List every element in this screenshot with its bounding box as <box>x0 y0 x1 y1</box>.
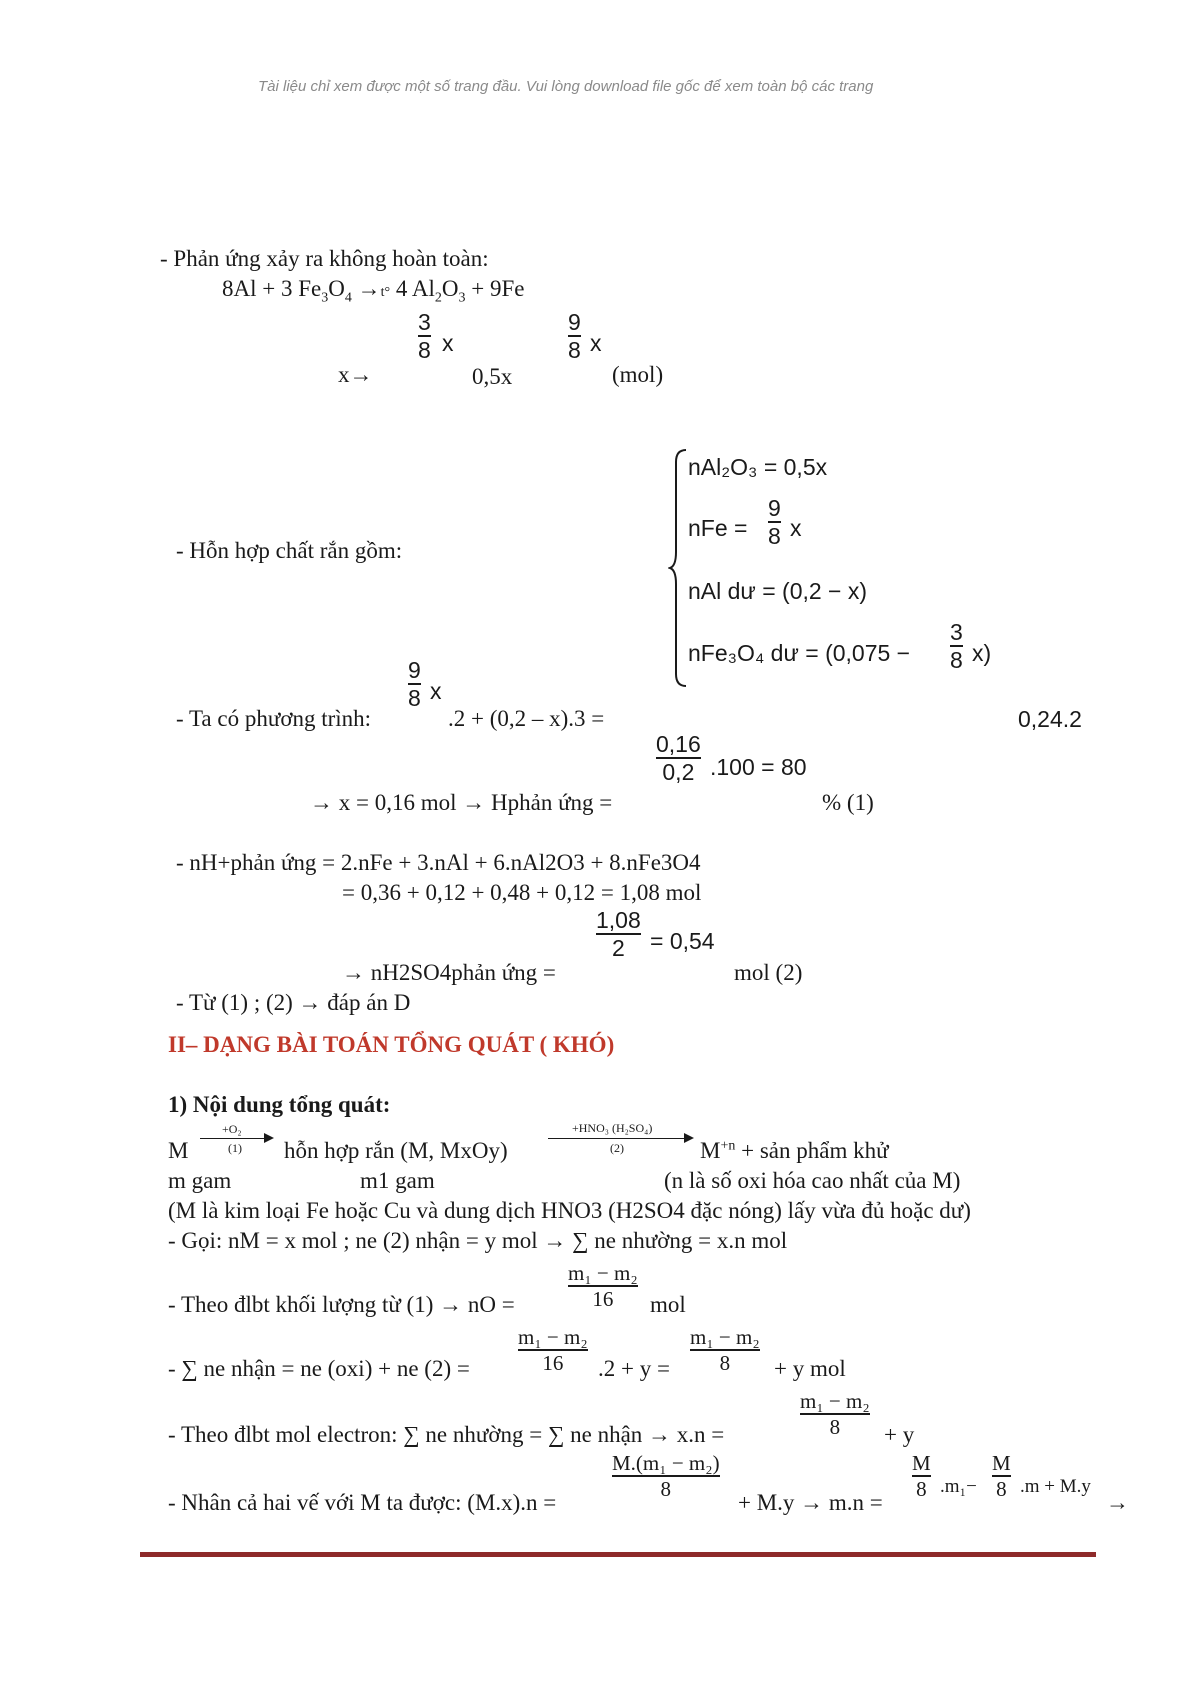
equation-rest: .2 + (0,2 – x).3 = <box>448 706 605 731</box>
mass-cons-frac: m₁ − m₂ 16 <box>568 1261 638 1311</box>
scheme-m: M <box>168 1138 189 1163</box>
arrow2-bottom: (2) <box>610 1141 624 1155</box>
system-line-3: nAl dư = (0,2 − x) <box>688 578 868 604</box>
scheme-product: $M^{+n}$ + sản phẩm khử <box>700 1138 889 1163</box>
multiply-f1-post: .m₁− <box>940 1476 977 1497</box>
fraction-3-8: 3 8 <box>418 309 431 363</box>
system-frac-3-8: 3 8 <box>950 619 963 673</box>
arrow2-top: +HNO₃ (H₂SO₄) <box>572 1121 653 1135</box>
result-pre: → x = 0,16 mol → Hphản ứng = <box>310 790 613 815</box>
multiply-pre: - Nhân cả hai vế với M ta được: (M.x).n = <box>168 1490 557 1515</box>
equation-frac-9-8: 9 8 <box>408 657 421 711</box>
frac2-var: x <box>590 330 602 356</box>
system-line-2: nFe = <box>688 515 748 541</box>
mole-row-x: x→ <box>338 362 373 387</box>
mole-mid: 0,5x <box>472 364 513 389</box>
mass-m-gam: m gam <box>168 1168 232 1193</box>
conclusion-line: - Từ (1) ; (2) → đáp án D <box>176 990 411 1015</box>
hplus-line-1: - nH+phản ứng = 2.nFe + 3.nAl + 6.nAl2O3 + 8.nFe3O4 <box>176 850 701 875</box>
brace-icon <box>668 448 690 688</box>
mole-unit: (mol) <box>612 362 664 387</box>
e-recv-frac-2: m₁ − m₂ 8 <box>690 1325 760 1375</box>
mass-note: (n là số oxi hóa cao nhất của M) <box>664 1168 961 1193</box>
fraction-9-8: 9 8 <box>568 309 581 363</box>
arrow1-top: +O₂ <box>222 1122 242 1136</box>
equation-frac-var: x <box>430 678 442 704</box>
system-line-1: nAl₂O₃ = 0,5x <box>688 454 828 480</box>
arrow2-head <box>684 1133 694 1143</box>
mass-cons-post: mol <box>650 1292 686 1317</box>
e-cons-pre: - Theo đlbt mol electron: ∑ ne nhường = ∑ ne nhận → x.n = <box>168 1422 725 1447</box>
reaction-equation: 8Al + 3 $Fe_3O_4 \to t^\circ$ 4 $Al_2O_3 + 9Fe$ <box>222 276 525 306</box>
section-heading: II– DẠNG BÀI TOÁN TỔNG QUÁT ( KHÓ) <box>168 1032 615 1057</box>
mass-cons-pre: - Theo đlbt khối lượng từ (1) → nO = <box>168 1292 515 1317</box>
result-frac: 0,16 0,2 <box>656 731 701 785</box>
arrow2-line <box>548 1138 686 1139</box>
sub-heading: 1) Nội dung tổng quát: <box>168 1092 391 1117</box>
mixture-label: - Hỗn hợp chất rắn gồm: <box>176 538 403 563</box>
equation-rhs: 0,24.2 <box>1018 706 1082 732</box>
e-recv-mid: .2 + y = <box>598 1356 670 1381</box>
e-recv-frac-1: m₁ − m₂ 16 <box>518 1325 588 1375</box>
goi-line: - Gọi: nM = x mol ; ne (2) nhận = y mol → ∑ ne nhường = x.n mol <box>168 1228 788 1253</box>
hplus-line-3: → nH2SO4phản ứng = <box>342 960 556 985</box>
e-recv-pre: - ∑ ne nhận = ne (oxi) + ne (2) = <box>168 1356 470 1381</box>
multiply-tail: → <box>1106 1490 1129 1515</box>
system-line-2-var: x <box>790 515 802 541</box>
intro-line: - Phản ứng xảy ra không hoàn toàn: <box>160 246 489 271</box>
hplus-line-2: = 0,36 + 0,12 + 0,48 + 0,12 = 1,08 mol <box>342 880 702 905</box>
arrow1-bottom: (1) <box>228 1141 242 1155</box>
result-percent: % (1) <box>822 790 874 815</box>
system-frac-9-8: 9 8 <box>768 495 781 549</box>
watermark-text: Tài liệu chỉ xem được một số trang đầu. Vui lòng download file gốc để xem toàn bộ các trang <box>258 78 874 95</box>
hplus-unit: mol (2) <box>734 960 803 985</box>
frac1-var: x <box>442 330 454 356</box>
e-cons-frac: m₁ − m₂ 8 <box>800 1389 870 1439</box>
arrow1-head <box>264 1133 274 1143</box>
footer-divider <box>140 1552 1096 1557</box>
multiply-mid: + M.y → m.n = <box>738 1490 883 1515</box>
result-post: .100 = 80 <box>710 754 807 780</box>
hplus-frac-post: = 0,54 <box>650 928 715 954</box>
scheme-mixture: hỗn hợp rắn (M, MxOy) <box>284 1138 508 1163</box>
equation-label: - Ta có phương trình: <box>176 706 372 731</box>
mass-m1-gam: m1 gam <box>360 1168 435 1193</box>
e-recv-post: + y mol <box>774 1356 846 1381</box>
condition-line: (M là kim loại Fe hoặc Cu và dung dịch HNO3 (H2SO4 đặc nóng) lấy vừa đủ hoặc dư) <box>168 1198 971 1223</box>
multiply-f2-post: .m + M.y <box>1020 1476 1091 1497</box>
arrow1-line <box>200 1138 266 1139</box>
multiply-f2: M 8 <box>992 1451 1011 1501</box>
hplus-frac: 1,08 2 <box>596 907 641 961</box>
e-cons-post: + y <box>884 1422 915 1447</box>
multiply-frac: M.(m₁ − m₂) 8 <box>612 1451 720 1501</box>
system-line-4-end: x) <box>972 640 992 666</box>
multiply-f1: M 8 <box>912 1451 931 1501</box>
system-line-4: nFe₃O₄ dư = (0,075 − <box>688 640 911 666</box>
